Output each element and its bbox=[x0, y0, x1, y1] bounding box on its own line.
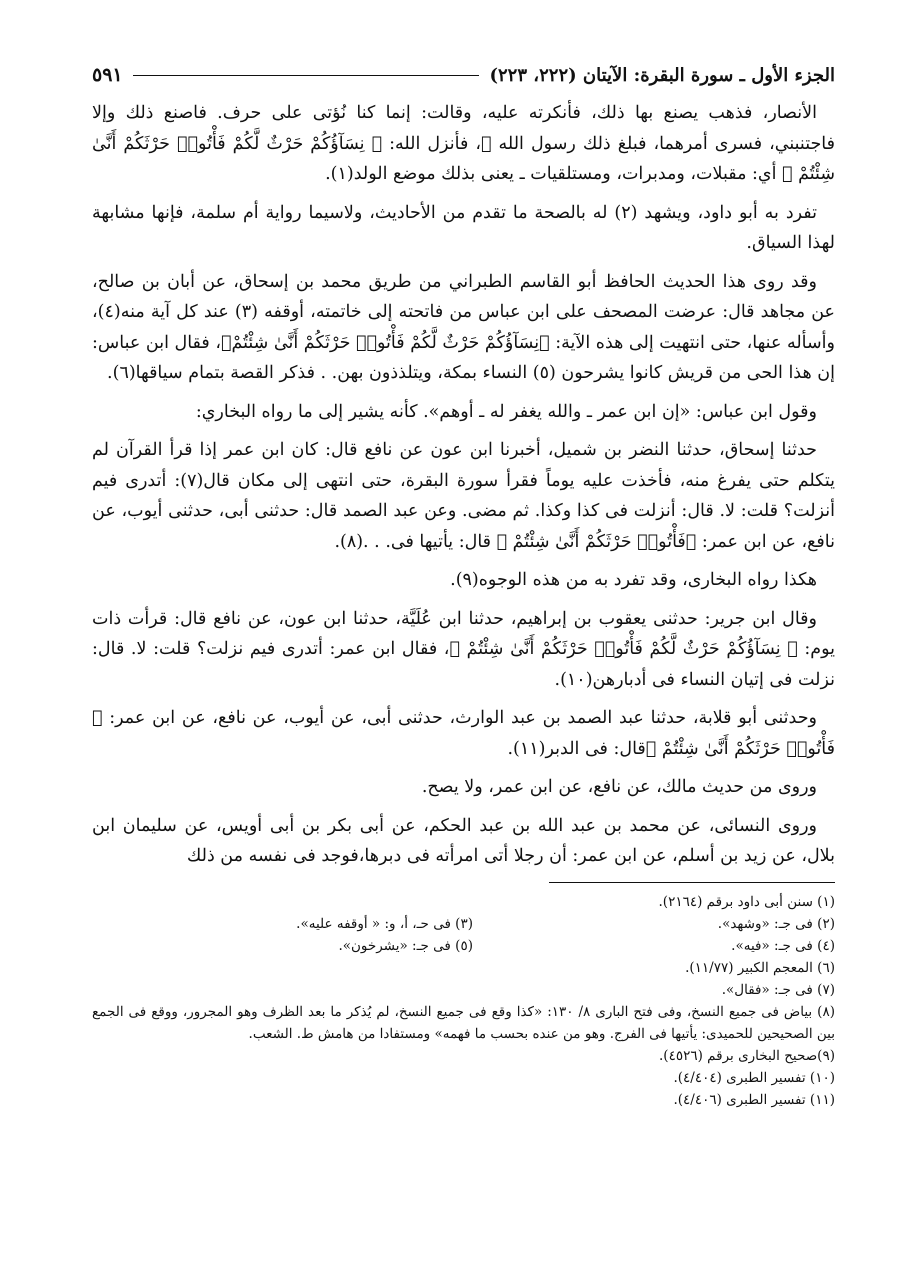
paragraph: وروى النسائى، عن محمد بن عبد الله بن عبد الحكم، عن أبى بكر بن أبى أويس، عن سليمان ابن بلال، عن زيد بن أسلم، عن ابن عمر: أن رجلا أتى امرأته فى دبرها،فوجد فى نفسه من ذلك bbox=[92, 815, 835, 866]
book-page bbox=[92, 58, 835, 1111]
main-text bbox=[92, 98, 835, 872]
page-number: ٥٩١ bbox=[92, 64, 123, 86]
paragraph: وروى من حديث مالك، عن نافع، عن ابن عمر، ولا يصح. bbox=[421, 777, 817, 797]
footnote: (٧) فى جـ: «فقال». bbox=[721, 981, 835, 998]
footnote: (١١) تفسير الطبرى (٤/٤٠٦). bbox=[673, 1091, 835, 1108]
paragraph: وقال ابن جرير: حدثنى يعقوب بن إبراهيم، حدثنا ابن عُلَيَّة، حدثنا ابن عون، عن نافع قال: قرأت ذات يوم: ﴿ نِسَآؤُكُمْ حَرْثٌ لَّكُمْ فَأْتُوا۟ حَرْثَكُمْ أَنَّىٰ شِئْتُمْ ﴾، فقال ابن عمر: أتدرى فيم نزلت؟ قلت: لا. قال: نزلت فى إتيان النساء فى أدبارهن(١٠). bbox=[92, 608, 835, 690]
running-header bbox=[92, 58, 835, 92]
footnote: (٣) فى حـ، أ، و: « أوقفه عليه». bbox=[296, 915, 473, 932]
paragraph: وقد روى هذا الحديث الحافظ أبو القاسم الطبراني من طريق محمد بن إسحاق، عن أبان بن صالح، عن مجاهد قال: عرضت المصحف على ابن عباس من فاتحته إلى خاتمته، أوقفه (٣) عند كل آية منه(٤)، وأسأله عنها، حتى انتهيت إلى هذه الآية: ﴿نِسَآؤُكُمْ حَرْثٌ لَّكُمْ فَأْتُوا۟ حَرْثَكُمْ أَنَّىٰ شِئْتُمْ﴾، فقال ابن عباس: إن هذا الحى من قريش كانوا يشرحون (٥) النساء بمكة، ويتلذذون بهن. . فذكر القصة بتمام سياقها(٦). bbox=[92, 271, 835, 383]
paragraph: هكذا رواه البخارى، وقد تفرد به من هذه الوجوه(٩). bbox=[450, 570, 817, 590]
footnotes bbox=[92, 891, 835, 1111]
paragraph: وحدثنى أبو قلابة، حدثنا عبد الصمد بن عبد الوارث، حدثنى أبى، عن أيوب، عن نافع، عن ابن عمر: ﴿ فَأْتُوا۟ حَرْثَكُمْ أَنَّىٰ شِئْتُمْ ﴾قال: فى الدبر(١١). bbox=[92, 708, 835, 759]
footnote-pair bbox=[92, 913, 835, 935]
header-title: الجزء الأول ـ سورة البقرة: الآيتان (٢٢٢، ٢٢٣) bbox=[489, 64, 835, 86]
header-rule bbox=[133, 75, 480, 76]
footnote: (١) سنن أبى داود برقم (٢١٦٤). bbox=[658, 893, 835, 910]
footnote-pair bbox=[92, 935, 835, 957]
footnote: (٤) فى جـ: «فيه». bbox=[731, 937, 835, 954]
footnote: (٨) بياض فى جميع النسخ، وفى فتح البارى ٨/ ١٣٠: «كذا وقع فى جميع النسخ، لم يُذكر ما بعد الظرف وهو المجرور، ووقع فى الجمع بين الصحيحين للحميدى: يأتيها فى الفرج. وهو من عنده بحسب ما فهمه» ومستفادا من هامش ط. الشعب. bbox=[92, 1003, 835, 1042]
footnote-separator bbox=[549, 882, 835, 883]
footnote: (٩)صحيح البخارى برقم (٤٥٢٦). bbox=[659, 1047, 835, 1064]
paragraph: حدثنا إسحاق، حدثنا النضر بن شميل، أخبرنا ابن عون عن نافع قال: كان ابن عمر إذا قرأ القرآن لم يتكلم حتى يفرغ منه، فأخذت عليه يوماً فقرأ سورة البقرة، حتى انتهى إلى مكان قال(٧): أتدرى فيم أنزلت؟ قلت: لا. قال: أنزلت فى كذا وكذا. ثم مضى. وعن عبد الصمد قال: حدثنى أبى، حدثنى أيوب، عن نافع، عن ابن عمر: ﴿فَأْتُوا۟ حَرْثَكُمْ أَنَّىٰ شِئْتُمْ ﴾ قال: يأتيها فى. . .(٨). bbox=[92, 440, 835, 552]
footnote: (٢) فى جـ: «وشهد». bbox=[717, 915, 835, 932]
paragraph: وقول ابن عباس: «إن ابن عمر ـ والله يغفر له ـ أوهم». كأنه يشير إلى ما رواه البخاري: bbox=[195, 401, 817, 422]
paragraph: تفرد به أبو داود، ويشهد (٢) له بالصحة ما تقدم من الأحاديث، ولاسيما رواية أم سلمة، فإنها مشابهة لهذا السياق. bbox=[92, 202, 835, 253]
footnote: (١٠) تفسير الطبرى (٤/٤٠٤). bbox=[673, 1069, 835, 1086]
footnote: (٦) المعجم الكبير (١١/٧٧). bbox=[685, 959, 835, 976]
paragraph: الأنصار، فذهب يصنع بها ذلك، فأنكرته عليه، وقالت: إنما كنا نُؤتى على حرف. فاصنع ذلك وإلا فاجتنبني، فسرى أمرهما، فبلغ ذلك رسول الله ﷺ، فأنزل الله: ﴿ نِسَآؤُكُمْ حَرْثٌ لَّكُمْ فَأْتُوا۟ حَرْثَكُمْ أَنَّىٰ شِئْتُمْ ﴾ أي: مقبلات، ومدبرات، ومستلقيات ـ يعنى بذلك موضع الولد(١). bbox=[92, 103, 835, 184]
footnote: (٥) فى جـ: «يشرخون». bbox=[338, 937, 473, 954]
